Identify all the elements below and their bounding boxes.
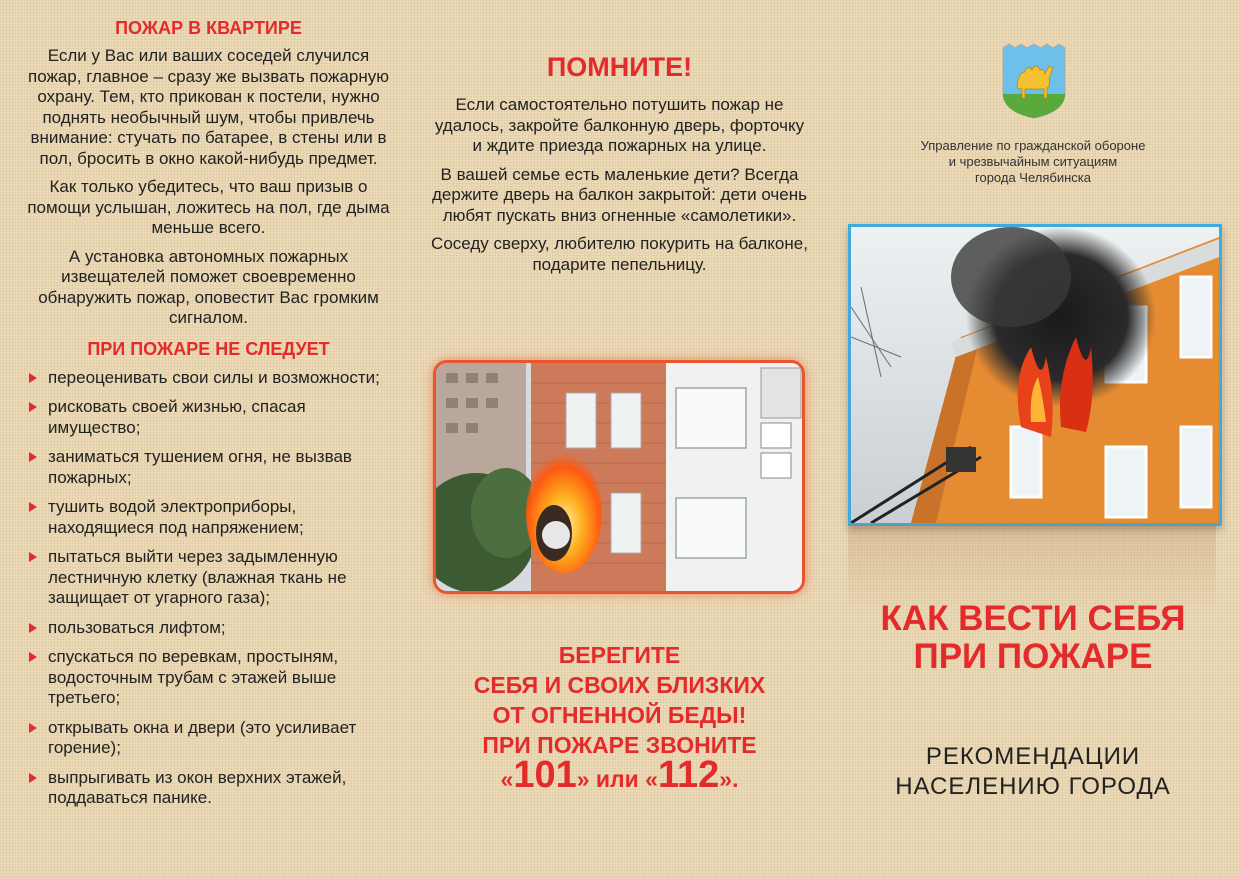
remember-paragraph-1: Если самостоятельно потушить пожар не удалось, закройте балконную дверь, форточку и ждите приезда пожарных на улице. xyxy=(434,95,805,155)
remember-paragraph-2: В вашей семье есть маленькие дети? Всегда держите дверь на балкон закрытой: дети очень любят пускать вниз огненные «самолетики». xyxy=(431,164,807,225)
bullet-arrow-icon xyxy=(29,652,37,662)
appeal-block xyxy=(413,640,826,794)
fire-in-apartment-heading: ПОЖАР В КВАРТИРЕ xyxy=(115,18,302,38)
phone-101: 101 xyxy=(513,754,577,796)
appeal-line-1: БЕРЕГИТЕ xyxy=(558,642,681,668)
list-item: заниматься тушением огня, не вызвав пожарных; xyxy=(26,447,391,488)
organization-name: Управление по гражданской обороне и чрезвычайным ситуациям города Челябинска xyxy=(920,138,1146,185)
list-item: пытаться выйти через задымленную лестничную клетку (влажная ткань не защищает от угарного газа); xyxy=(26,547,391,609)
bullet-arrow-icon xyxy=(29,723,37,733)
right-panel xyxy=(826,0,1240,877)
remember-paragraph-3: Соседу сверху, любителю покурить на балконе, подарите пепельницу. xyxy=(431,234,808,274)
bullet-arrow-icon xyxy=(29,452,37,462)
bullet-arrow-icon xyxy=(29,502,37,512)
list-item: рисковать своей жизнью, спасая имущество; xyxy=(26,397,391,438)
bullet-arrow-icon xyxy=(29,373,37,383)
list-item: пользоваться лифтом; xyxy=(26,618,391,639)
emergency-phones: «101» или «112». xyxy=(500,754,739,796)
burning-balcony-photo xyxy=(433,360,805,594)
phone-112: 112 xyxy=(657,754,720,796)
appeal-line-3: ОТ ОГНЕННОЙ БЕДЫ! xyxy=(492,702,747,728)
brochure-subtitle: РЕКОМЕНДАЦИИ НАСЕЛЕНИЮ ГОРОДА xyxy=(895,743,1171,800)
bullet-arrow-icon xyxy=(29,552,37,562)
list-item: переоценивать свои силы и возможности; xyxy=(26,368,391,389)
middle-panel xyxy=(413,0,826,877)
burning-building-photo xyxy=(848,224,1222,526)
list-item: выпрыгивать из окон верхних этажей, поддаваться панике. xyxy=(26,768,391,809)
intro-paragraph-1: Если у Вас или ваших соседей случился пожар, главное – сразу же вызвать пожарную охрану. Тем, кто прикован к постели, нужно поднять необычный шум, чтобы привлечь внимание: стучать по батарее, в стены или в пол, бросить в окно какой-нибудь предмет. xyxy=(28,46,389,168)
list-item: спускаться по веревкам, простыням, водосточным трубам с этажей выше третьего; xyxy=(26,647,391,709)
bullet-arrow-icon xyxy=(29,623,37,633)
appeal-line-2: СЕБЯ И СВОИХ БЛИЗКИХ xyxy=(473,672,766,698)
remember-heading: ПОМНИТЕ! xyxy=(546,52,693,82)
bullet-arrow-icon xyxy=(29,773,37,783)
city-coat-of-arms-icon xyxy=(1001,42,1067,120)
list-item: открывать окна и двери (это усиливает горение); xyxy=(26,718,391,759)
left-panel xyxy=(0,0,413,877)
intro-paragraph-2: Как только убедитесь, что ваш призыв о помощи услышан, ложитесь на пол, где дыма меньше всего. xyxy=(27,177,390,237)
intro-paragraph-3: А установка автономных пожарных извещателей поможет своевременно обнаружить пожар, оповестит Вас громким сигналом. xyxy=(38,246,379,327)
donts-heading: ПРИ ПОЖАРЕ НЕ СЛЕДУЕТ xyxy=(87,338,330,359)
bullet-arrow-icon xyxy=(29,402,37,412)
donts-list xyxy=(26,368,391,809)
list-item: тушить водой электроприборы, находящиеся под напряжением; xyxy=(26,497,391,538)
brochure-title: КАК ВЕСТИ СЕБЯ ПРИ ПОЖАРЕ xyxy=(880,599,1186,676)
appeal-line-4: ПРИ ПОЖАРЕ ЗВОНИТЕ xyxy=(482,732,757,758)
